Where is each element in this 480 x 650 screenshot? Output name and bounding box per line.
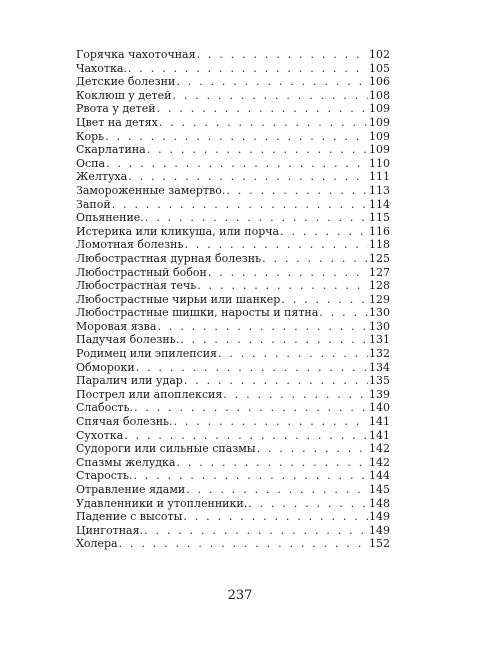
dot-leader — [186, 483, 368, 497]
dot-leader — [262, 252, 368, 266]
toc-entry-page: 149 — [369, 523, 390, 537]
toc-entry-page: 109 — [369, 115, 390, 129]
toc-entry-title: Любострастные чирьи или шанкер — [76, 292, 281, 306]
toc-entry-title: Цвет на детях — [76, 115, 158, 129]
toc-entry-page: 111 — [369, 170, 390, 184]
dot-leader — [218, 347, 368, 361]
toc-entry-page: 142 — [369, 455, 390, 469]
toc-entry — [76, 116, 390, 130]
toc-entry-page: 131 — [369, 333, 390, 347]
dot-leader — [105, 130, 368, 144]
toc-entry — [76, 252, 390, 266]
toc-entry — [76, 415, 390, 429]
toc-entry-page: 140 — [369, 401, 390, 415]
toc-entry — [76, 401, 390, 415]
toc-entry-page: 127 — [369, 265, 390, 279]
dot-leader — [184, 238, 368, 252]
dot-leader — [180, 333, 368, 347]
toc-entry — [76, 157, 390, 171]
dot-leader — [197, 279, 368, 293]
dot-leader — [248, 497, 368, 511]
dot-leader — [208, 266, 368, 280]
toc-entry — [76, 130, 390, 144]
toc-entry-page: 128 — [369, 279, 390, 293]
toc-entry — [76, 89, 390, 103]
dot-leader — [176, 75, 368, 89]
toc-entry-page: 115 — [369, 211, 390, 225]
dot-leader — [281, 293, 368, 307]
toc-entry-title: Ломотная болезнь — [76, 238, 184, 252]
dot-leader — [136, 361, 368, 375]
dot-leader — [134, 401, 368, 415]
toc-entry — [76, 347, 390, 361]
toc-entry-title: Корь — [76, 129, 105, 143]
toc-entry-page: 152 — [369, 537, 390, 551]
toc-entry — [76, 537, 390, 551]
toc-entry — [76, 333, 390, 347]
dot-leader — [257, 442, 368, 456]
toc-entry-page: 135 — [369, 374, 390, 388]
toc-entry-title: Старость. — [76, 469, 133, 483]
toc-entry — [76, 143, 390, 157]
dot-leader — [147, 143, 368, 157]
toc-entry-title: Желтуха — [76, 170, 128, 184]
toc-entry-page: 132 — [369, 347, 390, 361]
toc-entry-page: 114 — [369, 197, 390, 211]
toc-entry-page: 149 — [369, 510, 390, 524]
dot-leader — [157, 102, 368, 116]
toc-entry-title: Истерика или кликуша, или порча — [76, 224, 280, 238]
toc-entry-page: 139 — [369, 387, 390, 401]
toc-entry-page: 102 — [369, 48, 390, 61]
dot-leader — [172, 89, 368, 103]
toc-entry-page: 105 — [369, 61, 390, 75]
toc-entry — [76, 238, 390, 252]
toc-entry-page: 142 — [369, 442, 390, 456]
dot-leader — [174, 415, 368, 429]
dot-leader — [183, 510, 368, 524]
page-number: 237 — [227, 588, 253, 603]
toc-entry-title: Оспа — [76, 156, 106, 170]
toc-entry — [76, 388, 390, 402]
toc-entry-title: Спазмы желудка — [76, 455, 176, 469]
toc-entry — [76, 429, 390, 443]
toc-entry-title: Детские болезни — [76, 75, 176, 89]
toc-entry-page: 109 — [369, 129, 390, 143]
toc-entry-title: Падучая болезнь. — [76, 333, 180, 347]
dot-leader — [280, 225, 368, 239]
toc-entry-title: Паралич или удар — [76, 374, 183, 388]
dot-leader — [133, 469, 368, 483]
toc-entry-title: Моровая язва — [76, 319, 157, 333]
toc-entry — [76, 442, 390, 456]
toc-entry-page: 141 — [369, 415, 390, 429]
toc-entry-page: 130 — [369, 306, 390, 320]
toc-entry — [76, 483, 390, 497]
toc-entry-title: Сухотка — [76, 428, 124, 442]
toc-entry-title: Любострастный бобон — [76, 265, 207, 279]
toc-entry-page: 148 — [369, 496, 390, 510]
toc-entry-page: 116 — [369, 224, 390, 238]
toc-entry-title: Чахотка. — [76, 61, 127, 75]
toc-entry — [76, 75, 390, 89]
toc-entry — [76, 497, 390, 511]
toc-entry-page: 109 — [369, 143, 390, 157]
dot-leader — [157, 320, 368, 334]
toc-entry-title: Рвота у детей — [76, 102, 156, 116]
dot-leader — [223, 388, 368, 402]
toc-entry-title: Горячка чахоточная — [76, 48, 196, 61]
toc-entry — [76, 48, 390, 62]
toc-entry-page: 134 — [369, 360, 390, 374]
toc-entry-page: 118 — [369, 238, 390, 252]
toc-entry-title: Опьянение. — [76, 211, 144, 225]
toc-entry-page: 141 — [369, 428, 390, 442]
toc-entry-page: 129 — [369, 292, 390, 306]
dot-leader — [128, 62, 368, 76]
toc-entry — [76, 102, 390, 116]
dot-leader — [124, 429, 368, 443]
toc-entry — [76, 469, 390, 483]
toc-entry-title: Пострел или апоплексия — [76, 387, 223, 401]
dot-leader — [106, 157, 368, 171]
dot-leader — [184, 374, 368, 388]
toc-entry-page: 109 — [369, 102, 390, 116]
toc-entry-title: Замороженные замертво. — [76, 183, 226, 197]
dot-leader — [119, 537, 368, 551]
toc-entry — [76, 266, 390, 280]
toc-entry — [76, 510, 390, 524]
toc-entry-title: Цинготная. — [76, 523, 144, 537]
dot-leader — [145, 211, 368, 225]
toc-entry-page: 110 — [369, 156, 390, 170]
toc-entry-page: 125 — [369, 251, 390, 265]
toc-entry-title: Скарлатина — [76, 143, 146, 157]
toc-entry-title: Родимец или эпилепсия — [76, 347, 217, 361]
toc-entry — [76, 456, 390, 470]
toc-entry-title: Любострастная дурная болезнь — [76, 251, 262, 265]
toc-entry — [76, 361, 390, 375]
dot-leader — [197, 48, 368, 62]
toc-entry-page: 145 — [369, 483, 390, 496]
toc-entry — [76, 306, 390, 320]
toc-entry-title: Удавленники и утопленники. — [76, 496, 248, 510]
toc-entry-title: Коклюш у детей — [76, 88, 172, 102]
toc-entry — [76, 524, 390, 538]
dot-leader — [226, 184, 368, 198]
toc-entry — [76, 320, 390, 334]
toc-entry-title: Любострастная течь — [76, 279, 197, 293]
dot-leader — [319, 306, 368, 320]
toc-entry-title: Отравление ядами — [76, 483, 186, 496]
toc-entry — [76, 211, 390, 225]
toc-entry-page: 108 — [369, 88, 390, 102]
dot-leader — [128, 170, 368, 184]
toc-entry — [76, 225, 390, 239]
toc-entry-title: Обмороки — [76, 360, 135, 374]
toc-entry — [76, 279, 390, 293]
toc-entry-page: 144 — [369, 469, 390, 483]
toc-entry — [76, 62, 390, 76]
toc-entry-title: Холера — [76, 537, 118, 551]
dot-leader — [112, 198, 368, 212]
toc-entry-title: Слабость. — [76, 401, 133, 415]
toc-entry-title: Запой — [76, 197, 111, 211]
toc-entry-title: Судороги или сильные спазмы — [76, 442, 256, 456]
toc-entry — [76, 198, 390, 212]
toc-entry-title: Падение с высоты — [76, 510, 183, 524]
toc-entry-page: 106 — [369, 75, 390, 89]
toc-entry-page: 113 — [369, 183, 390, 197]
toc-entry — [76, 374, 390, 388]
toc-entry-page: 130 — [369, 319, 390, 333]
dot-leader — [176, 456, 368, 470]
dot-leader — [144, 524, 368, 538]
table-of-contents — [76, 48, 390, 551]
toc-entry — [76, 170, 390, 184]
dot-leader — [159, 116, 368, 130]
toc-entry — [76, 184, 390, 198]
toc-entry-title: Спячая болезнь. — [76, 415, 173, 429]
toc-entry — [76, 293, 390, 307]
toc-entry-title: Любострастные шишки, наросты и пятна — [76, 306, 319, 320]
